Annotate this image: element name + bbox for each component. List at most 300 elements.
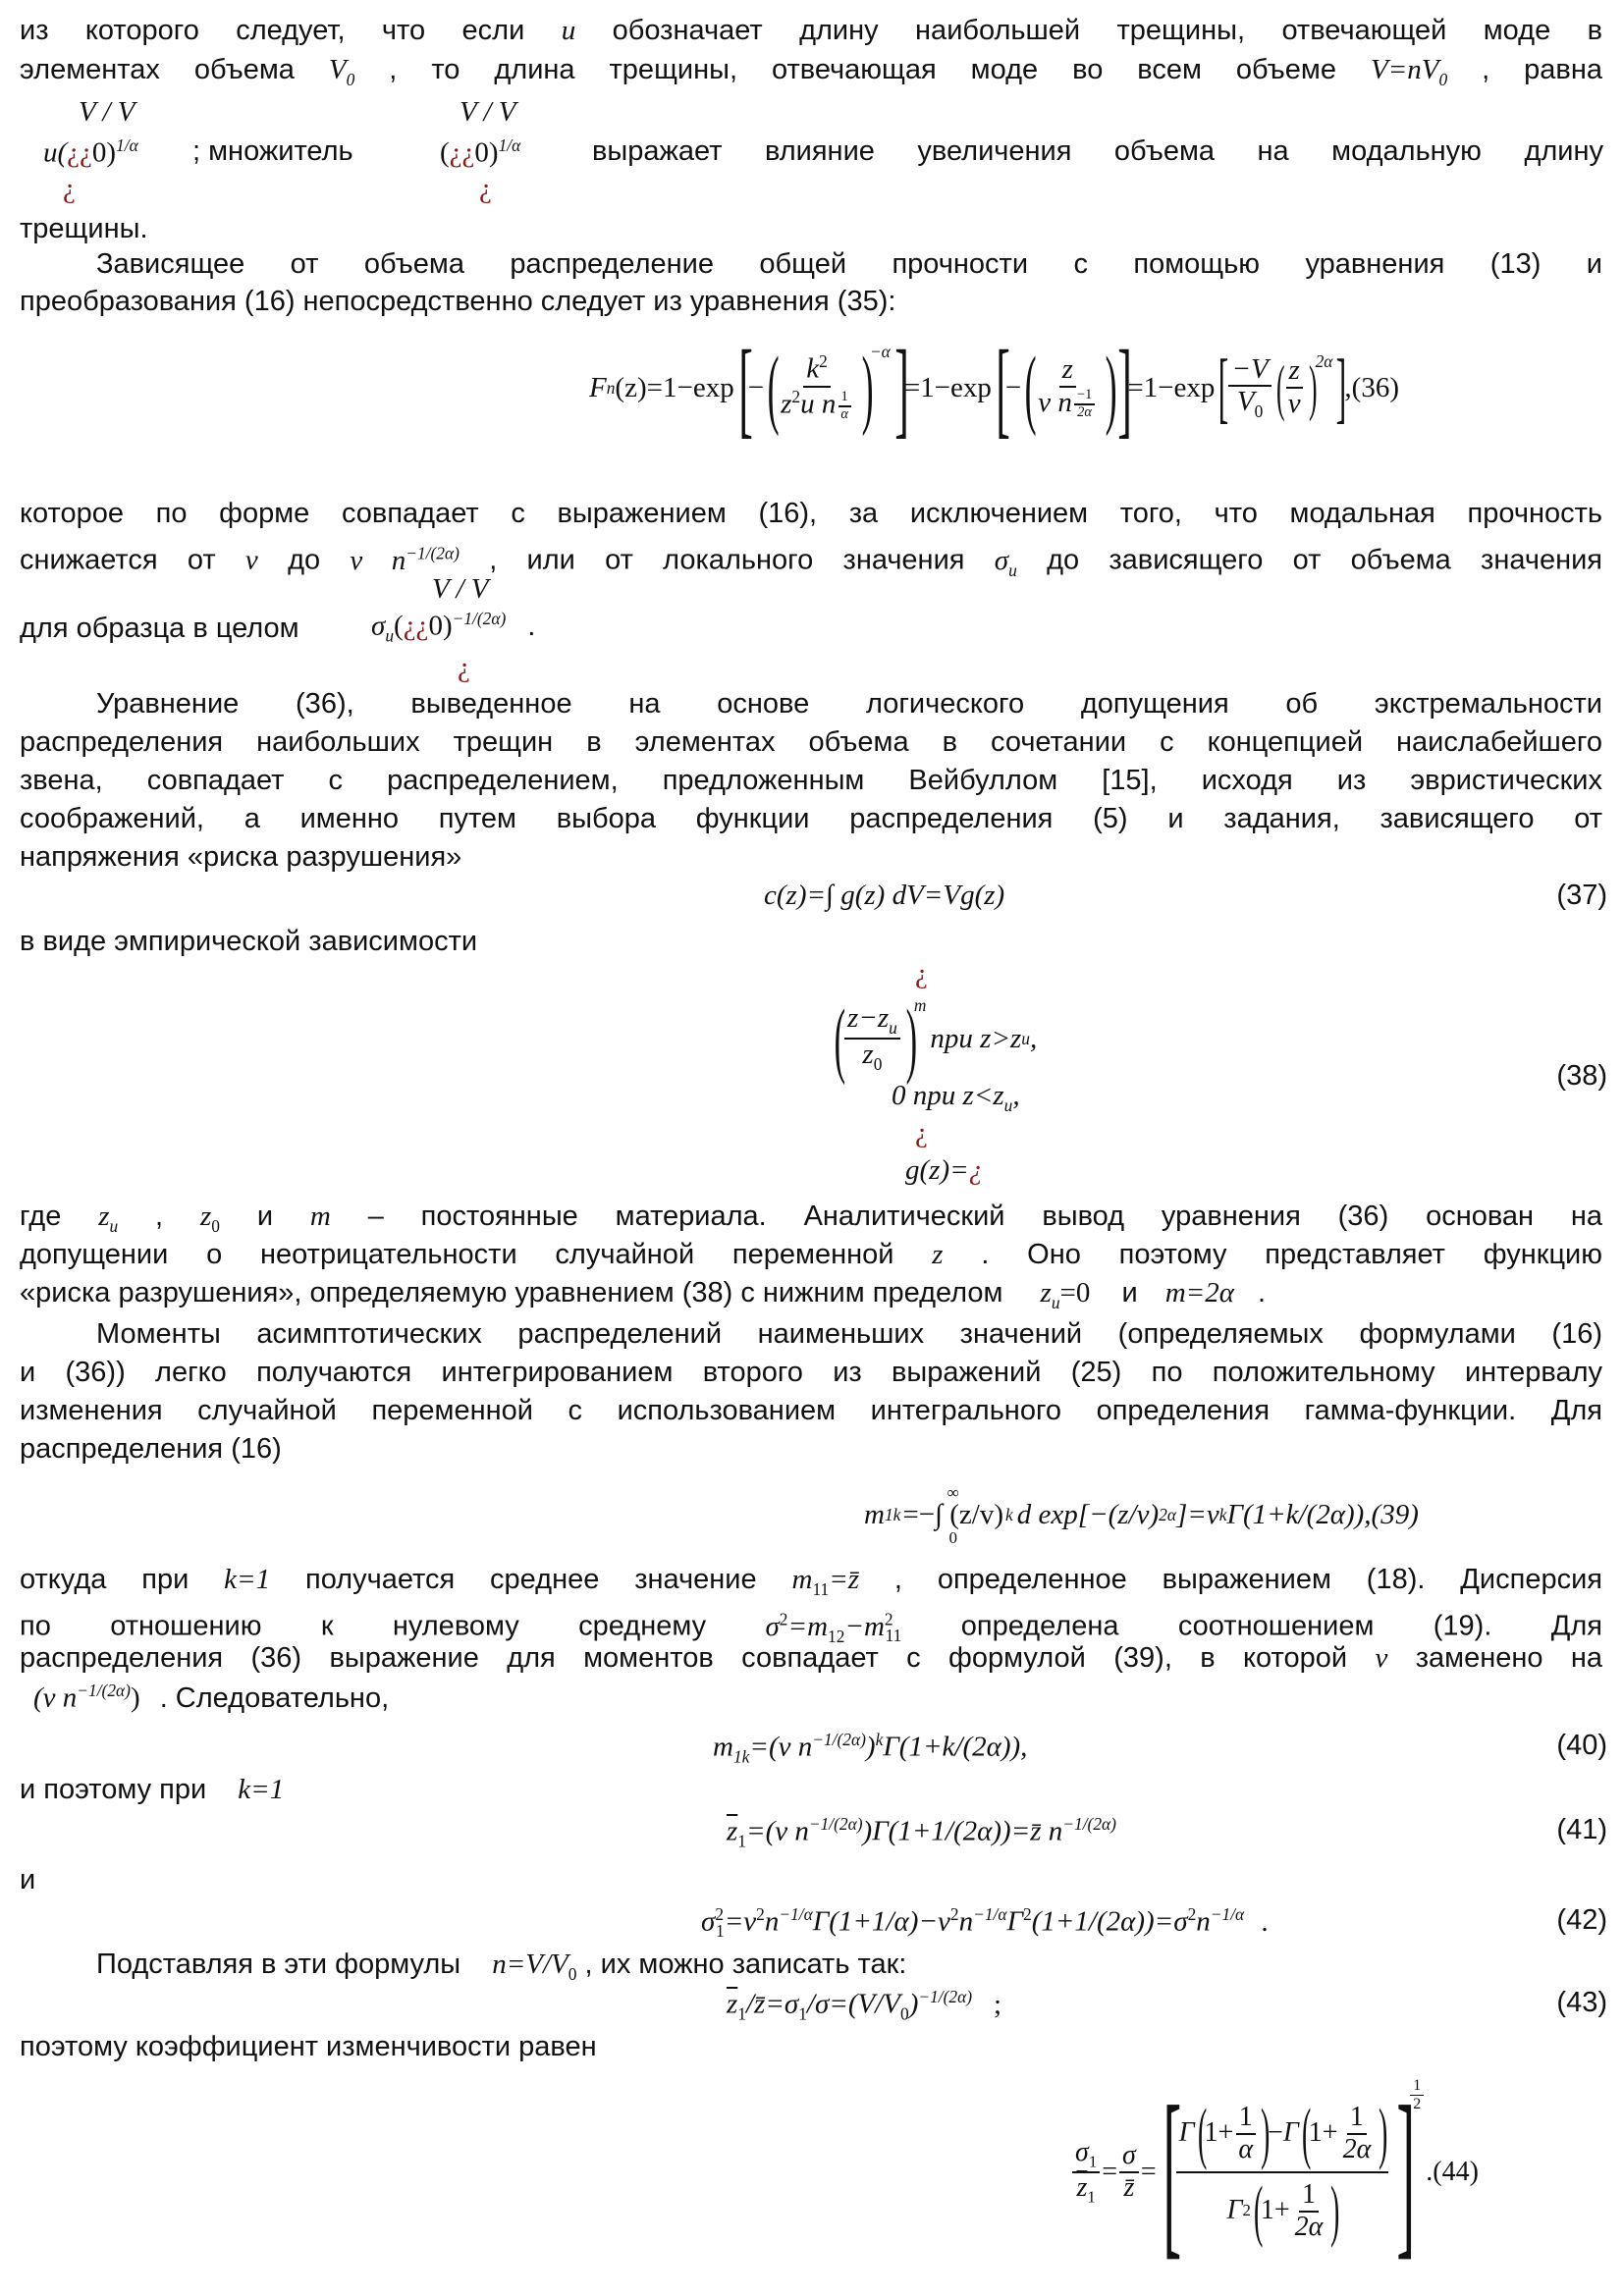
equation-44	[1070, 2069, 1479, 2275]
math-var: k=1	[238, 1774, 285, 1805]
math-var: n	[764, 1905, 780, 1938]
math-sup: −α	[869, 342, 891, 361]
denominator: 2α	[1342, 2133, 1372, 2164]
math-var: 0)	[91, 136, 117, 169]
broken-glyph: ¿	[915, 958, 928, 989]
bracket-right: ]	[1117, 327, 1133, 448]
text: выражает влияние увеличения объема на модальную длину	[592, 135, 1603, 167]
math-sub: 1	[798, 2003, 807, 2024]
math-op: )	[908, 1988, 919, 2020]
numerator	[844, 1003, 900, 1040]
math-sup: −1/(2α)	[918, 1987, 973, 2006]
math-op: /z̄=σ	[746, 1988, 799, 2020]
equation-number: (40)	[1556, 1730, 1607, 1761]
math-var: (z)	[615, 371, 647, 403]
math-sup: −1/α	[973, 1904, 1007, 1924]
integral-limits	[902, 1484, 1003, 1546]
math-var: V	[328, 54, 347, 85]
bracket-left: [	[737, 327, 753, 448]
text-line: изменения случайной переменной с использованием интегрального определения гамма-функции. Для	[20, 1395, 1602, 1426]
text: Подставляя в эти формулы	[96, 1949, 461, 1980]
math-op: )	[865, 1731, 876, 1763]
text-line	[96, 1948, 906, 1991]
math-var: m	[713, 1731, 733, 1763]
math-var: v	[1375, 1642, 1388, 1674]
math-var: n	[1196, 1905, 1211, 1938]
numerator: −1	[1074, 388, 1095, 405]
denominator	[1224, 2173, 1341, 2249]
math-inline	[371, 609, 535, 646]
math-inline	[1370, 54, 1448, 89]
math-inline	[328, 54, 355, 89]
math-sup: 2	[949, 1904, 959, 1924]
math-op: −	[1268, 2117, 1283, 2149]
math-var: m	[791, 1564, 813, 1595]
broken-glyph: ¿¿	[403, 610, 429, 642]
math-op: ;	[994, 1988, 1002, 2020]
math-sup: −1/(2α)	[812, 1730, 866, 1749]
math-inline	[98, 1201, 119, 1236]
math-var: V	[1236, 386, 1255, 418]
text-line: напряжения «риска разрушения»	[20, 841, 462, 873]
text: по отношению к нулевому среднему	[20, 1610, 707, 1642]
math-var: (	[394, 610, 404, 642]
math-sup: 2	[715, 1904, 725, 1924]
equation-36	[589, 324, 1399, 452]
math-var: m	[309, 1201, 331, 1232]
text-line	[20, 1238, 1602, 1271]
bracket-left: [	[1218, 344, 1229, 431]
math-sub: 1	[737, 2003, 746, 2024]
numerator: 1	[1347, 2103, 1367, 2135]
math-sup: k	[1218, 1504, 1227, 1524]
bracket-left: [	[1162, 2069, 1181, 2275]
denominator: α	[1238, 2133, 1254, 2164]
math-inline	[440, 135, 520, 170]
math-sub: 0	[873, 1053, 883, 1074]
math-sub: 0	[900, 2003, 909, 2024]
fraction	[1119, 2141, 1139, 2204]
math-var: m=2α	[1164, 1277, 1234, 1308]
bracket-right: ]	[1396, 2069, 1416, 2275]
math-var: u(	[43, 136, 68, 169]
numerator: 1	[1299, 2180, 1319, 2213]
denominator	[1073, 2173, 1098, 2207]
math-sub: u	[889, 1017, 897, 1038]
equation-number: ,(36)	[1344, 371, 1399, 403]
text-line: соображений, а именно путем выбора функции распределения (5) и задания, зависящего от	[20, 803, 1602, 834]
math-var: σ	[1075, 2136, 1089, 2167]
numerator: −V	[1228, 354, 1271, 388]
math-inline: u	[561, 15, 576, 46]
text: и	[256, 1201, 274, 1232]
paren-right: )	[905, 991, 917, 1086]
text-line	[20, 1563, 1602, 1606]
math-condition: 0 при z<z	[892, 1080, 1004, 1111]
math-sup: 1/α	[498, 135, 521, 155]
text: , или от локального значения	[489, 544, 965, 576]
text-line	[20, 1773, 284, 1806]
denominator	[778, 388, 856, 423]
paren-right: )	[1105, 339, 1117, 437]
denominator: 2α	[1294, 2211, 1324, 2242]
math-sup: k	[1005, 1504, 1013, 1524]
text-line: Зависящее от объема распределение общей прочности с помощью уравнения (13) и	[96, 248, 1602, 280]
equation-40	[713, 1730, 1027, 1767]
equation-38-lhs	[905, 1154, 983, 1187]
text: для образца в целом	[20, 613, 299, 644]
paren-left: (	[1275, 352, 1285, 422]
text: и поэтому при	[20, 1774, 207, 1805]
paren-right: )	[1261, 2096, 1271, 2171]
math-fragment: V / V	[79, 96, 135, 128]
math-var: z	[781, 388, 792, 420]
text: из которого следует, что если	[20, 15, 525, 46]
fraction	[1285, 355, 1304, 420]
math-inline	[199, 1201, 220, 1236]
text: – постоянные материала. Аналитический вывод уравнения (36) основан на	[367, 1201, 1603, 1232]
math-op: Γ(1+k/(2α)),	[883, 1731, 1028, 1763]
math-sup: 2	[779, 1609, 788, 1629]
math-var: k=1	[224, 1564, 271, 1595]
math-var: σ	[371, 610, 386, 642]
fraction	[1235, 2103, 1256, 2165]
text: где	[20, 1201, 62, 1232]
math-sub: 1	[737, 1831, 746, 1851]
bracket-left: [	[996, 327, 1010, 448]
equation-37: c(z)=∫ g(z) dV=Vg(z)	[764, 880, 1005, 911]
fraction	[1035, 354, 1100, 421]
equation-43	[727, 1987, 1001, 2024]
paren-left: (	[834, 991, 846, 1086]
paren-left: (	[1301, 2096, 1312, 2171]
equation-number: (42)	[1556, 1904, 1607, 1936]
broken-glyph: ¿¿	[67, 136, 92, 169]
text: , равна	[1482, 54, 1602, 85]
text-line	[20, 1641, 1602, 1675]
numerator	[803, 352, 831, 388]
broken-glyph: ¿	[479, 173, 492, 204]
math-inline	[43, 135, 138, 170]
math-var: 0)	[474, 136, 499, 169]
math-inline	[350, 545, 460, 576]
fraction	[1292, 2180, 1326, 2243]
text: . Следовательно,	[159, 1682, 390, 1714]
text-line	[20, 53, 1602, 96]
text: .	[527, 610, 536, 642]
paren-left: (	[1197, 2096, 1207, 2171]
denominator: v	[1287, 388, 1301, 419]
text-line: распределения наибольших трещин в элементах объема в сочетании с концепцией наислабейшего	[20, 726, 1602, 758]
text-line	[33, 1681, 389, 1715]
equation-38-case2	[892, 1080, 1020, 1116]
math-sub: 0	[1254, 401, 1264, 422]
math-sub: 12	[828, 1626, 845, 1646]
text-line	[20, 1200, 1602, 1243]
equation-42	[701, 1904, 1269, 1942]
math-sub: 11	[885, 1626, 902, 1646]
paren-right: )	[1379, 2096, 1388, 2171]
math-sup: 2α	[1315, 351, 1333, 371]
math-inline	[765, 1609, 902, 1646]
math-var: =m	[787, 1610, 829, 1642]
math-var: n	[958, 1905, 974, 1938]
math-sup: −1/(2α)	[1062, 1814, 1116, 1834]
text: откуда при	[20, 1564, 189, 1595]
integral-lower: 0	[948, 1527, 957, 1547]
text-line: поэтому коэффициент изменчивости равен	[20, 2031, 597, 2062]
text: , их можно записать так:	[584, 1949, 907, 1980]
math-sub: 11	[812, 1578, 830, 1599]
math-op: −	[747, 371, 765, 403]
gamma-symbol: Γ	[1282, 2117, 1299, 2149]
denominator: α	[840, 405, 848, 422]
math-inline	[1040, 1277, 1091, 1312]
math-sup: −1/(2α)	[452, 609, 507, 628]
math-sub: u	[1051, 1292, 1060, 1312]
fraction	[778, 352, 856, 422]
text: до зависящего от объема значения	[1047, 544, 1602, 576]
text: допущении о неотрицательности случайной переменной	[20, 1239, 894, 1270]
math-sub: u	[1003, 1095, 1013, 1115]
math-op: ]=v	[1175, 1498, 1219, 1530]
fraction	[1072, 2138, 1100, 2207]
equation-number: (38)	[1556, 1060, 1607, 1092]
text-line: преобразования (16) непосредственно следует из уравнения (35):	[20, 286, 896, 317]
text-line	[20, 1276, 1266, 1319]
equation-39	[864, 1470, 1419, 1559]
math-sup: −1/α	[779, 1904, 813, 1924]
fraction	[1228, 354, 1271, 422]
math-var: σ	[994, 544, 1009, 576]
math-sup: 2	[1023, 1904, 1032, 1924]
math-op: 1+	[1260, 2195, 1290, 2226]
paren-right: )	[1330, 2173, 1340, 2249]
math-sub: 1	[1087, 2187, 1096, 2207]
math-var: z	[862, 1039, 874, 1070]
text: получается среднее значение	[304, 1564, 757, 1595]
integral-body: =−∫ (z/v)	[902, 1498, 1004, 1530]
denominator: 2α	[1077, 404, 1093, 421]
math-var: $\overline{z}$	[727, 1988, 738, 2020]
math-sub: u	[1008, 560, 1017, 580]
text-line: Уравнение (36), выведенное на основе логического допущения об экстремальности	[96, 688, 1602, 720]
math-op: =(v n	[746, 1815, 809, 1847]
math-var: σ	[701, 1905, 716, 1938]
math-var: v n	[1038, 386, 1072, 418]
text-line: которое по форме совпадает с выражением (16), за исключением того, что модальная прочность	[20, 498, 1602, 529]
math-var: =z̄	[829, 1564, 860, 1595]
math-var: F	[589, 371, 607, 403]
math-sup: 2	[819, 351, 828, 372]
math-var: Γ	[1006, 1905, 1023, 1938]
math-op: =1−exp	[903, 371, 992, 403]
math-op: d exp[−(z/v)	[1016, 1498, 1160, 1530]
text: обозначает длину наибольшей трещины, отвечающей моде в	[612, 15, 1603, 46]
text: , определенное выражением (18). Дисперсия	[893, 1564, 1602, 1595]
math-sup: −1/(2α)	[77, 1681, 131, 1700]
math-op: =	[1140, 2157, 1157, 2187]
math-fragment: V / V	[432, 573, 489, 605]
text: . Оно поэтому представляет функцию	[981, 1239, 1603, 1270]
broken-glyph: ¿	[915, 1117, 928, 1148]
math-sup: 2	[791, 386, 801, 406]
math-sub: 1k	[884, 1504, 901, 1524]
text-line: трещины.	[20, 213, 148, 244]
math-sup: k	[875, 1730, 884, 1749]
math-op: (1+1/(2α))=σ	[1031, 1905, 1188, 1938]
equation-number: (37)	[1556, 880, 1607, 911]
math-op: ,	[1030, 1022, 1038, 1054]
equation-number: (43)	[1556, 1987, 1607, 2018]
text-line: и (36)) легко получаются интегрированием второго из выражений (25) по положительному интервалу	[20, 1357, 1602, 1388]
text: элементах объема	[20, 54, 295, 85]
math-op: 1+	[1204, 2117, 1234, 2149]
math-op: =	[1102, 2157, 1117, 2187]
math-var: z	[199, 1201, 212, 1232]
fraction	[844, 1003, 900, 1074]
math-sup: 2	[756, 1904, 765, 1924]
math-sup: −1/(2α)	[808, 1814, 863, 1834]
math-sub: u	[109, 1215, 119, 1236]
equation-41	[727, 1814, 1116, 1851]
text: «риска разрушения», определяемую уравнением (38) с нижним пределом	[20, 1277, 1003, 1308]
numerator	[1072, 2138, 1100, 2173]
text: до	[288, 544, 321, 576]
fraction	[1074, 388, 1095, 421]
math-var: g(z)=	[905, 1154, 969, 1186]
text-line	[20, 536, 1602, 586]
math-sub: 1k	[732, 1746, 750, 1767]
bracket-right: ]	[1336, 344, 1347, 431]
fraction	[1340, 2103, 1375, 2165]
text-line: и	[20, 1864, 36, 1896]
math-var: z−z	[847, 1002, 890, 1035]
equation-number: .(44)	[1426, 2157, 1479, 2187]
math-op: /σ=(V/V	[806, 1988, 900, 2020]
math-sup: 2	[884, 1609, 893, 1629]
math-sub: 0	[568, 1963, 577, 1984]
math-op: −	[1004, 371, 1022, 403]
math-inline	[492, 1949, 577, 1984]
math-sub: 0	[346, 69, 355, 89]
numerator: 1	[1410, 2077, 1424, 2096]
text-line: Моменты асимптотических распределений наименьших значений (определяемых формулами (16)	[96, 1318, 1602, 1350]
math-var: m	[864, 1498, 885, 1530]
text: снижается от	[20, 544, 216, 576]
paren-right: )	[1308, 352, 1318, 422]
bracket-right: ]	[894, 327, 909, 448]
math-fragment: V / V	[460, 96, 516, 128]
math-op: 1+	[1308, 2117, 1338, 2149]
numerator: 1	[1236, 2103, 1256, 2135]
denominator	[859, 1040, 885, 1074]
broken-glyph: ¿	[968, 1154, 984, 1186]
fraction	[838, 390, 851, 423]
math-op: Γ(1+1/α)−v	[812, 1905, 950, 1938]
math-sup: 2	[1187, 1904, 1197, 1924]
math-sub: u	[385, 625, 395, 646]
math-var: n=V/V	[492, 1949, 568, 1980]
text: и	[1121, 1277, 1138, 1308]
text-line	[20, 14, 1602, 47]
math-sup: 2α	[1159, 1504, 1176, 1524]
numerator: z	[1059, 354, 1076, 388]
math-op: .	[1262, 1905, 1270, 1938]
math-inline	[791, 1564, 860, 1599]
broken-glyph: ¿¿	[449, 136, 475, 169]
paren-right: )	[861, 339, 874, 437]
numerator: 1	[839, 390, 851, 407]
math-sup: −1/(2α)	[406, 543, 460, 562]
math-op: =1−exp	[646, 371, 734, 403]
numerator: σ	[1119, 2141, 1139, 2173]
math-op: )Γ(1+1/(2α))=z̄ n	[862, 1815, 1063, 1847]
numerator	[1176, 2096, 1389, 2173]
numerator: z	[1286, 355, 1303, 389]
math-var: V=nV	[1370, 54, 1439, 85]
math-sub: u	[1021, 1028, 1030, 1048]
paren-left: (	[1253, 2173, 1264, 2249]
math-var: $\overline{z}$	[727, 1815, 738, 1847]
text: ,	[155, 1201, 164, 1232]
math-sup: −1/α	[1210, 1904, 1245, 1924]
math-op: Γ(1+k/(2α)),(39)	[1226, 1498, 1419, 1530]
math-var: (v n	[33, 1682, 78, 1714]
math-op: =v	[724, 1905, 757, 1938]
math-op: =1−exp	[1127, 371, 1216, 403]
text: распределения (36) выражение для моментов совпадает с формулой (39), в которой	[20, 1642, 1348, 1674]
math-sub: 0	[211, 1215, 220, 1236]
math-var: z	[98, 1201, 110, 1232]
text-line: в виде эмпирической зависимости	[20, 926, 478, 957]
math-var: k	[806, 352, 820, 385]
math-var: z	[932, 1239, 944, 1270]
paren-left: (	[1024, 339, 1037, 437]
math-var: z	[1040, 1277, 1052, 1308]
broken-glyph: ¿	[458, 652, 470, 683]
math-op: =(v n	[749, 1731, 813, 1763]
text-line: распределения (16)	[20, 1433, 282, 1465]
math-var: u n	[800, 388, 837, 420]
math-op: ,	[1012, 1080, 1020, 1111]
math-inline	[994, 544, 1017, 580]
integral-upper: ∞	[947, 1482, 959, 1502]
equation-38-case1	[831, 989, 1037, 1088]
denominator	[1035, 388, 1100, 421]
paren-left: (	[767, 339, 780, 437]
math-sub: 1	[716, 1921, 725, 1942]
fraction	[1176, 2096, 1389, 2249]
denominator: z̄	[1123, 2172, 1135, 2203]
text-line: звена, совпадает с распределением, предложенным Вейбуллом [15], исходя из эвристических	[20, 765, 1602, 796]
gamma-symbol: Γ	[1178, 2117, 1195, 2149]
text: , то длина трещины, отвечающая моде во всем объеме	[389, 54, 1336, 85]
math-sub: 0	[1438, 69, 1448, 89]
text: заменено на	[1415, 1642, 1602, 1674]
math-var: =0	[1059, 1277, 1091, 1308]
text: .	[1258, 1277, 1267, 1308]
gamma-symbol: Γ	[1226, 2195, 1243, 2226]
math-var: −m	[844, 1610, 885, 1642]
math-sup: 2	[1242, 2201, 1251, 2220]
math-sup: m	[913, 995, 927, 1015]
denominator: 2	[1413, 2095, 1422, 2112]
math-var: $\overline{z}$	[1076, 2172, 1088, 2203]
math-var: (	[440, 136, 450, 169]
math-var: v n	[350, 544, 406, 576]
math-sub: 1	[1088, 2152, 1098, 2171]
